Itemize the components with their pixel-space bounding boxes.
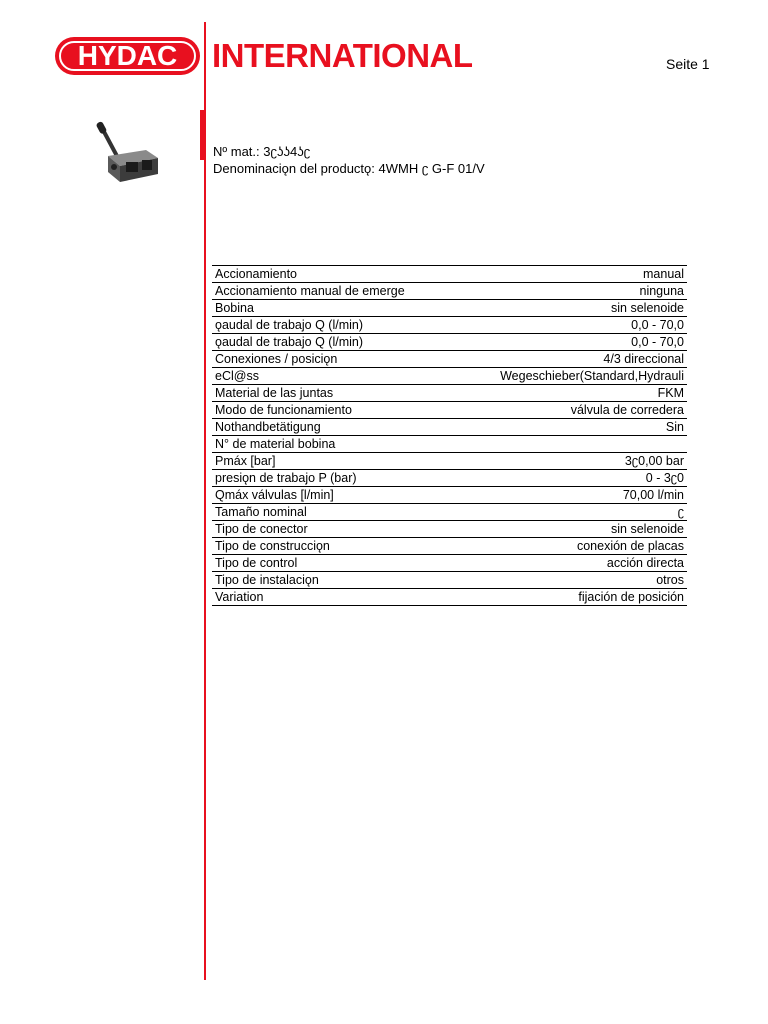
- spec-label: Bobina: [212, 300, 453, 317]
- spec-value: otros: [453, 572, 687, 589]
- spec-row: [212, 572, 687, 589]
- spec-value: [453, 436, 687, 453]
- material-number: Nº mat.: 3ʗʖʖ4ʖʗ: [213, 144, 311, 159]
- spec-row: [212, 589, 687, 606]
- spec-row: [212, 436, 687, 453]
- spec-label: Nothandbetätigung: [212, 419, 453, 436]
- spec-label: Variation: [215, 590, 264, 604]
- spec-label: Accionamiento: [212, 266, 453, 283]
- red-rule-accent: [200, 110, 205, 160]
- spec-row: [212, 487, 687, 504]
- spec-label: Tipo de instalaciǫn: [212, 572, 453, 589]
- spec-value: Wegeschieber(Standard,Hydrauli: [453, 368, 687, 385]
- red-vertical-rule: [204, 22, 206, 980]
- product-info: [213, 143, 485, 177]
- hydac-logo: [55, 37, 200, 75]
- spec-row: [212, 334, 687, 351]
- spec-row: [212, 317, 687, 334]
- spec-row: [212, 402, 687, 419]
- spec-row: [212, 368, 687, 385]
- spec-row: [212, 300, 687, 317]
- spec-row: [212, 385, 687, 402]
- hand-lever-valve-image: [90, 118, 160, 188]
- spec-value: FKM: [453, 385, 687, 402]
- spec-value: fijación de posición: [578, 590, 684, 604]
- spec-value: ninguna: [453, 283, 687, 300]
- spec-value: 4/3 direccional: [453, 351, 687, 368]
- spec-label: Tipo de control: [212, 555, 453, 572]
- spec-value: 0,0 - 70,0: [453, 317, 687, 334]
- spec-row: [212, 453, 687, 470]
- spec-value: 3ʗ0,00 bar: [453, 453, 687, 470]
- spec-label: Tipo de construcciǫn: [212, 538, 453, 555]
- spec-value: conexión de placas: [453, 538, 687, 555]
- spec-row: [212, 504, 687, 521]
- spec-value: ʗ: [453, 504, 687, 521]
- spec-value: 0,0 - 70,0: [453, 334, 687, 351]
- spec-label: Accionamiento manual de emerge: [212, 283, 453, 300]
- spec-row: [212, 419, 687, 436]
- spec-label: Material de las juntas: [212, 385, 453, 402]
- spec-value: 70,00 l/min: [453, 487, 687, 504]
- spec-row: [212, 283, 687, 300]
- spec-table: [212, 265, 687, 606]
- company-name: INTERNATIONAL: [212, 37, 473, 74]
- spec-row: [212, 266, 687, 283]
- spec-row: [212, 538, 687, 555]
- spec-row: [212, 470, 687, 487]
- spec-label: Conexiones / posiciǫn: [212, 351, 453, 368]
- page-number: Seite 1: [666, 56, 710, 72]
- spec-label: N° de material bobina: [212, 436, 453, 453]
- spec-label: eCl@ss: [212, 368, 453, 385]
- product-designation: Denominaciǫn del productǫ: 4WMH ʗ G-F 01/V: [213, 161, 485, 176]
- spec-value: Sin: [453, 419, 687, 436]
- spec-label: Pmáx [bar]: [212, 453, 453, 470]
- spec-value: sin selenoide: [453, 300, 687, 317]
- spec-label: Tipo de conector: [212, 521, 453, 538]
- spec-row: [212, 351, 687, 368]
- spec-label: Qmáx válvulas [l/min]: [212, 487, 453, 504]
- hydac-logo-text: HYDAC: [59, 41, 196, 71]
- spec-value: 0 - 3ʗ0: [453, 470, 687, 487]
- spec-value: acción directa: [453, 555, 687, 572]
- spec-row: [212, 521, 687, 538]
- spec-label: ǫaudal de trabajo Q (l/min): [212, 334, 453, 351]
- spec-value: manual: [453, 266, 687, 283]
- spec-row: [212, 555, 687, 572]
- spec-label: Modo de funcionamiento: [212, 402, 453, 419]
- spec-label: ǫaudal de trabajo Q (l/min): [212, 317, 453, 334]
- spec-label: Tamaño nominal: [212, 504, 453, 521]
- spec-label: presiǫn de trabajo P (bar): [212, 470, 453, 487]
- spec-value: sin selenoide: [453, 521, 687, 538]
- spec-value: válvula de corredera: [453, 402, 687, 419]
